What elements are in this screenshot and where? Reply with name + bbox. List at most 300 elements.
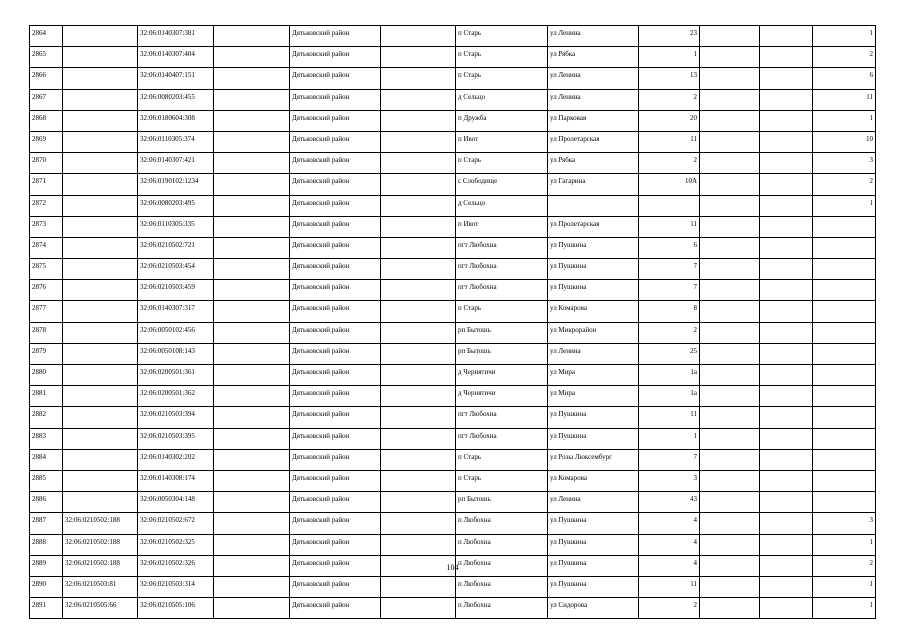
row-number-cell: 2880 <box>30 365 63 386</box>
house-number-cell: 4 <box>639 513 700 534</box>
apartment-number-cell <box>813 365 876 386</box>
blank-cell-cell <box>760 131 813 152</box>
page-number: 104 <box>446 563 459 572</box>
apartment-number-cell: 10 <box>813 131 876 152</box>
blank-cell-cell <box>381 492 456 513</box>
district-cell: Дятьковский район <box>290 237 381 258</box>
settlement-cell: пгт Любохна <box>456 428 548 449</box>
blank-cell-cell <box>760 259 813 280</box>
blank-cell-cell <box>381 407 456 428</box>
street-cell: ул Мира <box>548 365 639 386</box>
row-number-cell: 2870 <box>30 153 63 174</box>
district-cell: Дятьковский район <box>290 280 381 301</box>
blank-cell-cell <box>760 534 813 555</box>
blank-cell-cell <box>700 68 760 89</box>
blank-cell-cell <box>700 89 760 110</box>
blank-cell-cell <box>760 576 813 597</box>
house-number-cell: 1а <box>639 386 700 407</box>
blank-cell-cell <box>700 365 760 386</box>
parent-cadastral-number-cell <box>63 47 138 68</box>
parent-cadastral-number-cell <box>63 492 138 513</box>
street-cell <box>548 195 639 216</box>
settlement-cell: п Старь <box>456 301 548 322</box>
parent-cadastral-number-cell <box>63 195 138 216</box>
blank-cell-cell <box>760 301 813 322</box>
blank-cell-cell <box>760 492 813 513</box>
apartment-number-cell: 1 <box>813 110 876 131</box>
street-cell: ул Парковая <box>548 110 639 131</box>
settlement-cell: пгт Любохна <box>456 407 548 428</box>
street-cell: ул Пушкина <box>548 280 639 301</box>
blank-cell-cell <box>760 174 813 195</box>
cadastral-number-cell: 32:06:0210505:106 <box>138 598 214 619</box>
cadastral-number-cell: 32:06:0140407:151 <box>138 68 214 89</box>
house-number-cell: 11 <box>639 576 700 597</box>
row-number-cell: 2879 <box>30 343 63 364</box>
register-table <box>29 25 876 619</box>
blank-cell-cell <box>381 386 456 407</box>
parent-cadastral-number-cell <box>63 259 138 280</box>
blank-cell-cell <box>700 534 760 555</box>
blank-cell-cell <box>700 174 760 195</box>
house-number-cell: 1 <box>639 428 700 449</box>
blank-cell-cell <box>214 47 290 68</box>
cadastral-number-cell: 32:06:0210503:394 <box>138 407 214 428</box>
cadastral-number-cell: 32:06:0140308:174 <box>138 470 214 491</box>
district-cell: Дятьковский район <box>290 216 381 237</box>
cadastral-number-cell: 32:06:0110305:335 <box>138 216 214 237</box>
blank-cell-cell <box>214 407 290 428</box>
blank-cell-cell <box>700 576 760 597</box>
blank-cell-cell <box>760 407 813 428</box>
table-row <box>30 68 876 89</box>
cadastral-number-cell: 32:06:0140307:317 <box>138 301 214 322</box>
blank-cell-cell <box>381 513 456 534</box>
street-cell: ул Микрорайон <box>548 322 639 343</box>
street-cell: ул Пролетарская <box>548 131 639 152</box>
parent-cadastral-number-cell <box>63 110 138 131</box>
blank-cell-cell <box>381 89 456 110</box>
house-number-cell: 23 <box>639 26 700 47</box>
table-row <box>30 428 876 449</box>
table-row <box>30 110 876 131</box>
table-row <box>30 534 876 555</box>
table-row <box>30 470 876 491</box>
district-cell: Дятьковский район <box>290 153 381 174</box>
blank-cell-cell <box>700 513 760 534</box>
blank-cell-cell <box>760 153 813 174</box>
district-cell: Дятьковский район <box>290 513 381 534</box>
district-cell: Дятьковский район <box>290 555 381 576</box>
district-cell: Дятьковский район <box>290 492 381 513</box>
apartment-number-cell: 1 <box>813 534 876 555</box>
parent-cadastral-number-cell: 32:06:0210502:188 <box>63 534 138 555</box>
settlement-cell: рп Бытошь <box>456 322 548 343</box>
table-row <box>30 131 876 152</box>
blank-cell-cell <box>214 322 290 343</box>
district-cell: Дятьковский район <box>290 449 381 470</box>
house-number-cell: 1 <box>639 47 700 68</box>
district-cell: Дятьковский район <box>290 470 381 491</box>
apartment-number-cell <box>813 449 876 470</box>
house-number-cell: 2 <box>639 153 700 174</box>
table-row <box>30 343 876 364</box>
house-number-cell: 2 <box>639 322 700 343</box>
parent-cadastral-number-cell <box>63 26 138 47</box>
cadastral-number-cell: 32:06:0210502:672 <box>138 513 214 534</box>
settlement-cell: п Дружба <box>456 110 548 131</box>
house-number-cell <box>639 195 700 216</box>
settlement-cell: п Любохна <box>456 534 548 555</box>
row-number-cell: 2890 <box>30 576 63 597</box>
blank-cell-cell <box>700 598 760 619</box>
parent-cadastral-number-cell <box>63 322 138 343</box>
settlement-cell: п Ивот <box>456 131 548 152</box>
district-cell: Дятьковский район <box>290 68 381 89</box>
parent-cadastral-number-cell <box>63 68 138 89</box>
cadastral-number-cell: 32:06:0210503:454 <box>138 259 214 280</box>
blank-cell-cell <box>381 174 456 195</box>
row-number-cell: 2875 <box>30 259 63 280</box>
district-cell: Дятьковский район <box>290 428 381 449</box>
row-number-cell: 2864 <box>30 26 63 47</box>
row-number-cell: 2871 <box>30 174 63 195</box>
blank-cell-cell <box>381 153 456 174</box>
cadastral-number-cell: 32:06:0190102:1234 <box>138 174 214 195</box>
parent-cadastral-number-cell <box>63 131 138 152</box>
blank-cell-cell <box>381 237 456 258</box>
table-row <box>30 576 876 597</box>
blank-cell-cell <box>760 110 813 131</box>
street-cell: ул Пушкина <box>548 237 639 258</box>
street-cell: ул Пушкина <box>548 428 639 449</box>
row-number-cell: 2867 <box>30 89 63 110</box>
parent-cadastral-number-cell: 32:06:0210503:81 <box>63 576 138 597</box>
blank-cell-cell <box>760 280 813 301</box>
settlement-cell: п Любохна <box>456 513 548 534</box>
house-number-cell: 2 <box>639 598 700 619</box>
table-row <box>30 280 876 301</box>
cadastral-number-cell: 32:06:0210503:314 <box>138 576 214 597</box>
house-number-cell: 25 <box>639 343 700 364</box>
row-number-cell: 2883 <box>30 428 63 449</box>
blank-cell-cell <box>381 110 456 131</box>
settlement-cell: рп Бытошь <box>456 492 548 513</box>
settlement-cell: пгт Любохна <box>456 280 548 301</box>
blank-cell-cell <box>760 216 813 237</box>
house-number-cell: 43 <box>639 492 700 513</box>
parent-cadastral-number-cell <box>63 237 138 258</box>
street-cell: ул Пушкина <box>548 259 639 280</box>
parent-cadastral-number-cell <box>63 343 138 364</box>
cadastral-number-cell: 32:06:0210502:325 <box>138 534 214 555</box>
blank-cell-cell <box>381 428 456 449</box>
table-row <box>30 301 876 322</box>
apartment-number-cell <box>813 386 876 407</box>
cadastral-number-cell: 32:06:0210503:395 <box>138 428 214 449</box>
cadastral-number-cell: 32:06:0080203:455 <box>138 89 214 110</box>
apartment-number-cell <box>813 470 876 491</box>
district-cell: Дятьковский район <box>290 174 381 195</box>
district-cell: Дятьковский район <box>290 47 381 68</box>
blank-cell-cell <box>214 89 290 110</box>
row-number-cell: 2877 <box>30 301 63 322</box>
row-number-cell: 2881 <box>30 386 63 407</box>
row-number-cell: 2876 <box>30 280 63 301</box>
street-cell: ул Пушкина <box>548 534 639 555</box>
blank-cell-cell <box>214 26 290 47</box>
parent-cadastral-number-cell <box>63 301 138 322</box>
apartment-number-cell: 1 <box>813 195 876 216</box>
apartment-number-cell <box>813 492 876 513</box>
blank-cell-cell <box>381 26 456 47</box>
blank-cell-cell <box>214 301 290 322</box>
blank-cell-cell <box>381 343 456 364</box>
blank-cell-cell <box>214 449 290 470</box>
parent-cadastral-number-cell <box>63 386 138 407</box>
row-number-cell: 2874 <box>30 237 63 258</box>
parent-cadastral-number-cell <box>63 365 138 386</box>
blank-cell-cell <box>381 280 456 301</box>
blank-cell-cell <box>700 195 760 216</box>
blank-cell-cell <box>214 343 290 364</box>
parent-cadastral-number-cell <box>63 89 138 110</box>
blank-cell-cell <box>381 68 456 89</box>
blank-cell-cell <box>760 89 813 110</box>
apartment-number-cell: 3 <box>813 513 876 534</box>
parent-cadastral-number-cell: 32:06:0210505:66 <box>63 598 138 619</box>
row-number-cell: 2872 <box>30 195 63 216</box>
district-cell: Дятьковский район <box>290 26 381 47</box>
parent-cadastral-number-cell <box>63 280 138 301</box>
blank-cell-cell <box>214 131 290 152</box>
street-cell: ул Комарова <box>548 301 639 322</box>
table-row <box>30 259 876 280</box>
blank-cell-cell <box>214 216 290 237</box>
apartment-number-cell: 1 <box>813 598 876 619</box>
street-cell: ул Рябка <box>548 153 639 174</box>
street-cell: ул Пушкина <box>548 407 639 428</box>
blank-cell-cell <box>214 513 290 534</box>
table-row <box>30 492 876 513</box>
blank-cell-cell <box>381 365 456 386</box>
blank-cell-cell <box>700 449 760 470</box>
settlement-cell: п Старь <box>456 470 548 491</box>
house-number-cell: 7 <box>639 280 700 301</box>
blank-cell-cell <box>381 534 456 555</box>
street-cell: ул Ленина <box>548 68 639 89</box>
table-row <box>30 237 876 258</box>
row-number-cell: 2866 <box>30 68 63 89</box>
apartment-number-cell: 1 <box>813 576 876 597</box>
blank-cell-cell <box>760 513 813 534</box>
parent-cadastral-number-cell <box>63 428 138 449</box>
blank-cell-cell <box>381 449 456 470</box>
blank-cell-cell <box>760 449 813 470</box>
parent-cadastral-number-cell <box>63 216 138 237</box>
street-cell: ул Пушкина <box>548 513 639 534</box>
house-number-cell: 6 <box>639 237 700 258</box>
row-number-cell: 2868 <box>30 110 63 131</box>
blank-cell-cell <box>760 470 813 491</box>
table-row <box>30 598 876 619</box>
row-number-cell: 2878 <box>30 322 63 343</box>
cadastral-number-cell: 32:06:0050108:143 <box>138 343 214 364</box>
blank-cell-cell <box>700 386 760 407</box>
apartment-number-cell: 2 <box>813 47 876 68</box>
blank-cell-cell <box>760 322 813 343</box>
apartment-number-cell: 1 <box>813 26 876 47</box>
blank-cell-cell <box>381 195 456 216</box>
blank-cell-cell <box>214 259 290 280</box>
row-number-cell: 2889 <box>30 555 63 576</box>
street-cell: ул Ленина <box>548 26 639 47</box>
apartment-number-cell: 6 <box>813 68 876 89</box>
row-number-cell: 2865 <box>30 47 63 68</box>
cadastral-number-cell: 32:06:0050102:456 <box>138 322 214 343</box>
row-number-cell: 2888 <box>30 534 63 555</box>
cadastral-number-cell: 32:06:0210502:721 <box>138 237 214 258</box>
blank-cell-cell <box>214 365 290 386</box>
street-cell: ул Ленина <box>548 492 639 513</box>
blank-cell-cell <box>214 174 290 195</box>
row-number-cell: 2882 <box>30 407 63 428</box>
district-cell: Дятьковский район <box>290 598 381 619</box>
blank-cell-cell <box>214 68 290 89</box>
settlement-cell: с Слободище <box>456 174 548 195</box>
settlement-cell: пгт Любохна <box>456 237 548 258</box>
apartment-number-cell <box>813 216 876 237</box>
parent-cadastral-number-cell: 32:06:0210502:188 <box>63 555 138 576</box>
table-row <box>30 216 876 237</box>
blank-cell-cell <box>214 428 290 449</box>
house-number-cell: 11 <box>639 216 700 237</box>
house-number-cell: 8 <box>639 301 700 322</box>
settlement-cell: п Старь <box>456 26 548 47</box>
apartment-number-cell: 2 <box>813 174 876 195</box>
apartment-number-cell <box>813 301 876 322</box>
cadastral-number-cell: 32:06:0110305:374 <box>138 131 214 152</box>
blank-cell-cell <box>700 428 760 449</box>
blank-cell-cell <box>214 237 290 258</box>
street-cell: ул Ленина <box>548 89 639 110</box>
district-cell: Дятьковский район <box>290 322 381 343</box>
district-cell: Дятьковский район <box>290 195 381 216</box>
apartment-number-cell: 2 <box>813 555 876 576</box>
district-cell: Дятьковский район <box>290 259 381 280</box>
blank-cell-cell <box>381 301 456 322</box>
apartment-number-cell <box>813 259 876 280</box>
district-cell: Дятьковский район <box>290 131 381 152</box>
settlement-cell: д Сельцо <box>456 89 548 110</box>
apartment-number-cell: 11 <box>813 89 876 110</box>
settlement-cell: рп Бытошь <box>456 343 548 364</box>
blank-cell-cell <box>760 386 813 407</box>
settlement-cell: п Любохна <box>456 576 548 597</box>
settlement-cell: п Любохна <box>456 598 548 619</box>
settlement-cell: д Чернятичи <box>456 365 548 386</box>
table-row <box>30 174 876 195</box>
settlement-cell: п Старь <box>456 68 548 89</box>
blank-cell-cell <box>760 428 813 449</box>
blank-cell-cell <box>214 470 290 491</box>
apartment-number-cell <box>813 407 876 428</box>
cadastral-number-cell: 32:06:0210502:326 <box>138 555 214 576</box>
blank-cell-cell <box>214 598 290 619</box>
blank-cell-cell <box>760 365 813 386</box>
table-row <box>30 386 876 407</box>
parent-cadastral-number-cell: 32:06:0210502:188 <box>63 513 138 534</box>
blank-cell-cell <box>381 131 456 152</box>
settlement-cell: д Чернятичи <box>456 386 548 407</box>
table-row <box>30 153 876 174</box>
apartment-number-cell: 3 <box>813 153 876 174</box>
blank-cell-cell <box>760 195 813 216</box>
settlement-cell: п Старь <box>456 47 548 68</box>
blank-cell-cell <box>381 576 456 597</box>
table-row <box>30 407 876 428</box>
blank-cell-cell <box>381 322 456 343</box>
blank-cell-cell <box>381 259 456 280</box>
parent-cadastral-number-cell <box>63 470 138 491</box>
house-number-cell: 13 <box>639 68 700 89</box>
row-number-cell: 2886 <box>30 492 63 513</box>
blank-cell-cell <box>700 322 760 343</box>
blank-cell-cell <box>700 343 760 364</box>
street-cell: ул Сидорова <box>548 598 639 619</box>
settlement-cell: п Старь <box>456 153 548 174</box>
row-number-cell: 2869 <box>30 131 63 152</box>
blank-cell-cell <box>700 280 760 301</box>
blank-cell-cell <box>214 280 290 301</box>
house-number-cell: 4 <box>639 555 700 576</box>
settlement-cell: п Любохна <box>456 555 548 576</box>
cadastral-number-cell: 32:06:0210503:459 <box>138 280 214 301</box>
blank-cell-cell <box>381 47 456 68</box>
district-cell: Дятьковский район <box>290 407 381 428</box>
cadastral-number-cell: 32:06:0050304:148 <box>138 492 214 513</box>
street-cell: ул Пушкина <box>548 555 639 576</box>
apartment-number-cell <box>813 322 876 343</box>
house-number-cell: 20 <box>639 110 700 131</box>
house-number-cell: 10А <box>639 174 700 195</box>
blank-cell-cell <box>381 598 456 619</box>
blank-cell-cell <box>700 26 760 47</box>
house-number-cell: 7 <box>639 449 700 470</box>
blank-cell-cell <box>700 407 760 428</box>
house-number-cell: 3 <box>639 470 700 491</box>
apartment-number-cell <box>813 343 876 364</box>
district-cell: Дятьковский район <box>290 365 381 386</box>
blank-cell-cell <box>381 470 456 491</box>
blank-cell-cell <box>700 47 760 68</box>
parent-cadastral-number-cell <box>63 153 138 174</box>
parent-cadastral-number-cell <box>63 407 138 428</box>
cadastral-number-cell: 32:06:0200501:362 <box>138 386 214 407</box>
district-cell: Дятьковский район <box>290 534 381 555</box>
district-cell: Дятьковский район <box>290 89 381 110</box>
blank-cell-cell <box>700 259 760 280</box>
house-number-cell: 1а <box>639 365 700 386</box>
blank-cell-cell <box>214 492 290 513</box>
house-number-cell: 11 <box>639 407 700 428</box>
cadastral-number-cell: 32:06:0180604:308 <box>138 110 214 131</box>
settlement-cell: п Старь <box>456 449 548 470</box>
house-number-cell: 2 <box>639 89 700 110</box>
blank-cell-cell <box>700 237 760 258</box>
cadastral-number-cell: 32:06:0080203:495 <box>138 195 214 216</box>
blank-cell-cell <box>700 153 760 174</box>
